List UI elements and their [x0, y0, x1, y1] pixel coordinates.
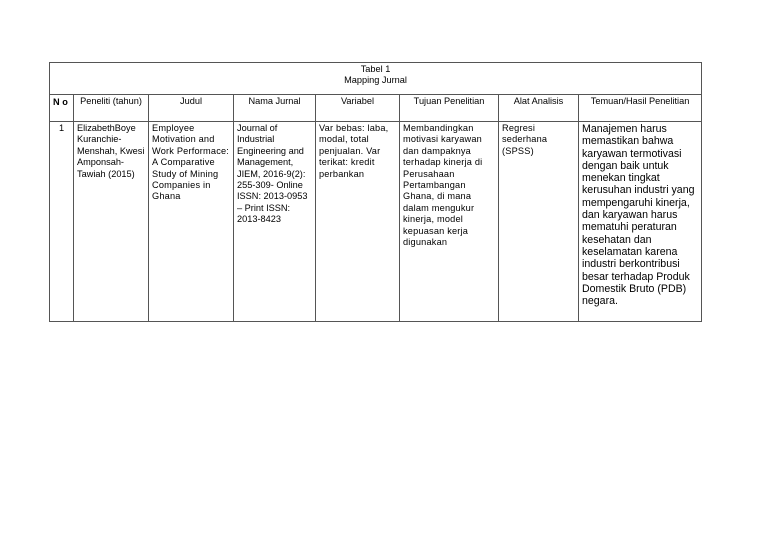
column-header-no: N o — [50, 95, 74, 122]
column-header-judul: Judul — [149, 95, 234, 122]
table-title-cell — [50, 63, 702, 95]
column-header-nama-jurnal: Nama Jurnal — [234, 95, 316, 122]
table-row — [50, 122, 702, 322]
column-header-peneliti: Peneliti (tahun) — [74, 95, 149, 122]
table-title: Tabel 1 — [360, 64, 391, 74]
cell-judul: Employee Motivation and Work Performace: A Comparative Study of Mining Companies in Ghana — [149, 122, 234, 322]
cell-nama-jurnal: Journal of Industrial Engineering and Management, JIEM, 2016-9(2): 255-309- Online ISSN: 2013-0953 – Print ISSN: 2013-8423 — [234, 122, 316, 322]
table-subtitle: Mapping Jurnal — [344, 75, 407, 85]
mapping-journal-table — [49, 62, 702, 322]
table-header-row — [50, 95, 702, 122]
column-header-variabel: Variabel — [316, 95, 400, 122]
cell-tujuan: Membandingkan motivasi karyawan dan dampaknya terhadap kinerja di Perusahaan Pertambangan Ghana, di mana dalam mengukur kinerja, model kepuasan kerja digunakan — [400, 122, 499, 322]
column-header-alat-analisis: Alat Analisis — [499, 95, 579, 122]
column-header-tujuan: Tujuan Penelitian — [400, 95, 499, 122]
table-title-row — [50, 63, 702, 95]
column-header-temuan: Temuan/Hasil Penelitian — [579, 95, 702, 122]
cell-temuan: Manajemen harus memastikan bahwa karyawan termotivasi dengan baik untuk menekan tingkat kerusuhan industri yang mempengaruhi kinerja, dan karyawan harus mematuhi peraturan kesehatan dan keselamatan karena industri berkontribusi besar terhadap Produk Domestik Bruto (PDB) negara. — [579, 122, 702, 322]
cell-no: 1 — [50, 122, 74, 322]
cell-alat-analisis: Regresi sederhana (SPSS) — [499, 122, 579, 322]
cell-peneliti: ElizabethBoye Kuranchie-Menshah, Kwesi Amponsah-Tawiah (2015) — [74, 122, 149, 322]
cell-variabel: Var bebas: laba, modal, total penjualan. Var terikat: kredit perbankan — [316, 122, 400, 322]
